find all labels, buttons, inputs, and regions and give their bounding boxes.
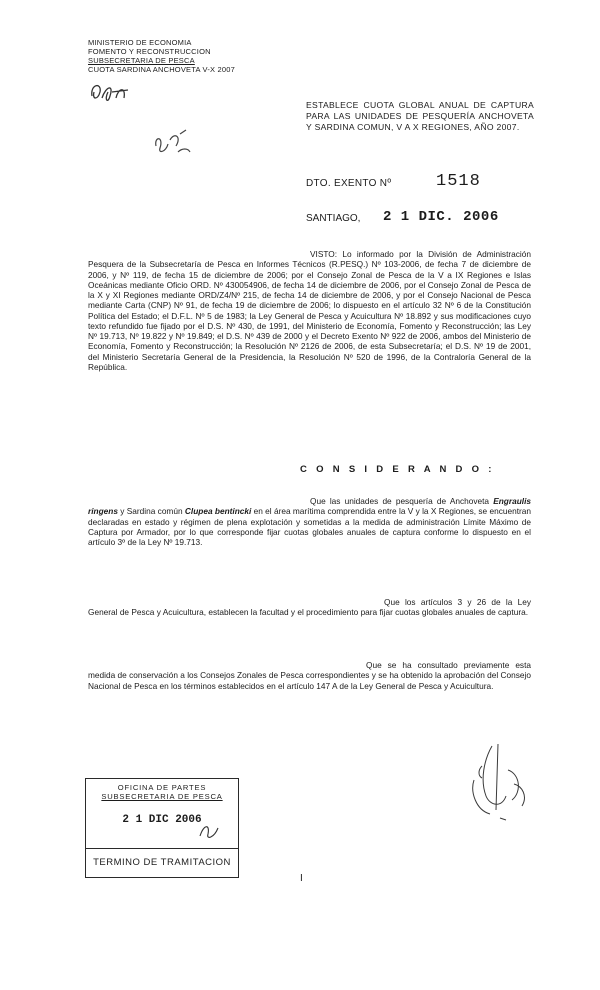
considerando-heading: C O N S I D E R A N D O :	[300, 464, 495, 475]
place-date-line	[306, 209, 499, 225]
decree-label: DTO. EXENTO Nº	[306, 178, 392, 189]
p1-text-b: y Sardina común	[117, 506, 185, 517]
header-line-1: MINISTERIO DE ECONOMIA	[88, 38, 192, 47]
page-mark: I	[300, 873, 303, 884]
handwritten-initials	[88, 78, 138, 108]
header-line-4: CUOTA SARDINA ANCHOVETA V-X 2007	[88, 65, 236, 74]
visto-paragraph: VISTO: Lo informado por la División de Administración Pesquera de la Subsecretaría de Pesca en Informes Técnicos (R.PESQ.) Nº 103-2006, de fecha 7 de diciembre de 2006, y Nº 119, de fecha 15 de diciembre de 2006; por el Consejo Zonal de Pesca de la V a IX Regiones e Islas Oceánicas mediante Oficio ORD. Nº 430054906, de fecha 14 de diciembre de 2006, por el Consejo Zonal de Pesca de la X y XI Regiones mediante ORD/Z4/Nº 215, de fecha 14 de diciembre de 2006, y por el Consejo Nacional de Pesca mediante Carta (CNP) Nº 91, de fecha 19 de diciembre de 2006; lo dispuesto en el artículo 32 Nº 6 de la Constitución Política del Estado; el D.F.L. Nº 5 de 1983; la Ley General de Pesca y Acuicultura Nº 18.892 y sus modificaciones cuyo texto refundido fue fijado por el D.S. Nº 430, de 1991, del Ministerio de Economía, Fomento y Reconstrucción; las Ley Nº 19.713, Nº 19.822 y Nº 19.849; el D.S. Nº 439 de 2000 y el Decreto Exento Nº 922 de 2006, ambos del Ministerio de Economía, Fomento y Reconstrucción; la Resolución Nº 2126 de 2006, de esta Subsecretaría; el D.S. Nº 19 de 2001, del Ministerio Secretaría General de la Presidencia, la Resolución Nº 520 de 1996, de la Contraloría General de la República.	[88, 249, 531, 372]
handwritten-mark	[150, 126, 194, 160]
header-line-3: SUBSECRETARIA DE PESCA	[88, 56, 195, 65]
considerando-paragraph-1	[88, 496, 531, 547]
decree-number-line	[306, 172, 481, 191]
stamp-date: 2 1 DIC 2006	[122, 814, 202, 826]
ministry-header	[88, 38, 235, 74]
stamp-subsecretaria: SUBSECRETARIA DE PESCA	[101, 792, 223, 801]
species-sardina: Clupea bentincki	[184, 506, 252, 517]
considerando-paragraph-3: Que se ha consultado previamente esta medida de conservación a los Consejos Zonales de Pesca correspondientes y se ha obtenido la aprobación del Consejo Nacional de Pesca en los términos establecidos en el artículo 147 A de la Ley General de Pesca y Acuicultura.	[88, 660, 531, 691]
signature	[462, 740, 536, 830]
species-anchoveta: Engraulis ringens	[88, 496, 531, 517]
p1-text-c: en el área marítima comprendida entre la V y la X Regiones, se encuentran declaradas en estado y régimen de plena explotación y sometidas a la medida de administración Límite Máximo de Captura por Armador, por lo que corresponde fijar cuotas globales anuales de captura conforme lo dispuesto en el artículo 3º de la Ley Nº 19.713.	[88, 506, 532, 547]
p1-text-a: Que las unidades de pesquería de Anchoveta	[310, 496, 494, 506]
stamp-termino-tramitacion: TERMINO DE TRAMITACION	[86, 848, 238, 877]
decree-title: ESTABLECE CUOTA GLOBAL ANUAL DE CAPTURA PARA LAS UNIDADES DE PESQUERÍA ANCHOVETA Y SARDINA COMUN, V A X REGIONES, AÑO 2007.	[306, 100, 534, 132]
decree-number: 1518	[436, 172, 481, 191]
stamp-initials	[196, 820, 222, 842]
decree-date-stamp: 2 1 DIC. 2006	[383, 209, 499, 225]
city: SANTIAGO,	[306, 213, 361, 224]
considerando-paragraph-2: Que los artículos 3 y 26 de la Ley General de Pesca y Acuicultura, establecen la facultad y el procedimiento para fijar cuotas globales anuales de captura.	[88, 597, 531, 618]
header-line-2: FOMENTO Y RECONSTRUCCION	[88, 47, 211, 56]
stamp-office: OFICINA DE PARTES	[117, 783, 207, 792]
